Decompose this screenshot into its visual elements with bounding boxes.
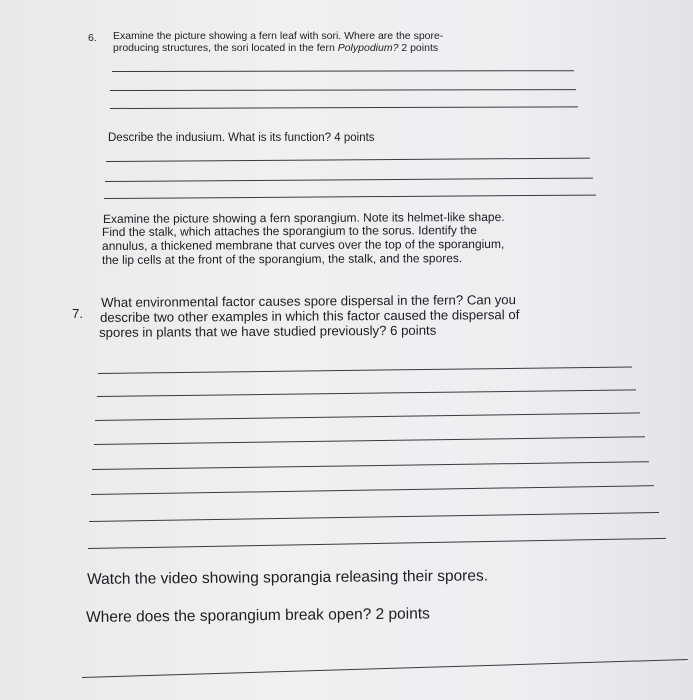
question-7-line-1: What environmental factor causes spore dispersal in the fern? Can you xyxy=(101,292,517,310)
question-6-points: 2 points xyxy=(398,42,439,54)
question-6-line-2-text: producing structures, the sori located in the fern xyxy=(113,42,338,54)
sporangium-text-line-1: Examine the picture showing a fern sporangium. Note its helmet-like shape. xyxy=(102,209,505,226)
answer-line-video[interactable] xyxy=(82,659,688,678)
answer-line-6-2[interactable] xyxy=(110,89,576,91)
answer-line-indusium-3[interactable] xyxy=(104,195,596,199)
indusium-prompt: Describe the indusium. What is its function? 4 points xyxy=(108,132,375,144)
video-question: Where does the sporangium break open? 2 points xyxy=(86,605,430,626)
sporangium-text-line-3: annulus, a thickened membrane that curves over the top of the sporangium, xyxy=(101,236,505,253)
question-7-line-2: describe two other examples in which this factor caused the dispersal of xyxy=(100,307,520,325)
answer-line-7-1[interactable] xyxy=(98,366,632,374)
question-7-line-3: spores in plants that we have studied previously? 6 points xyxy=(99,322,437,340)
question-6-number: 6. xyxy=(88,32,97,44)
video-instruction: Watch the video showing sporangia releasing their spores. xyxy=(87,567,489,588)
answer-line-6-3[interactable] xyxy=(110,106,578,109)
answer-line-7-6[interactable] xyxy=(91,485,654,495)
answer-line-7-2[interactable] xyxy=(97,389,636,397)
question-7-number: 7. xyxy=(72,306,83,321)
sporangium-text-line-4: the lip cells at the front of the sporangium, the stalk, and the spores. xyxy=(101,251,463,267)
answer-line-7-5[interactable] xyxy=(92,461,649,470)
question-6-line-2 xyxy=(113,42,438,54)
answer-line-7-8[interactable] xyxy=(88,538,666,549)
question-6-line-1: Examine the picture showing a fern leaf with sori. Where are the spore- xyxy=(113,30,444,42)
answer-line-indusium-2[interactable] xyxy=(105,178,593,182)
answer-line-6-1[interactable] xyxy=(112,70,574,72)
sporangium-text-line-2: Find the stalk, which attaches the sporangium to the sorus. Identify the xyxy=(101,223,477,239)
answer-line-7-4[interactable] xyxy=(94,436,645,445)
answer-line-indusium-1[interactable] xyxy=(106,158,590,162)
answer-line-7-3[interactable] xyxy=(95,412,640,421)
question-6-species-name: Polypodium? xyxy=(337,42,399,54)
answer-line-7-7[interactable] xyxy=(89,512,659,522)
